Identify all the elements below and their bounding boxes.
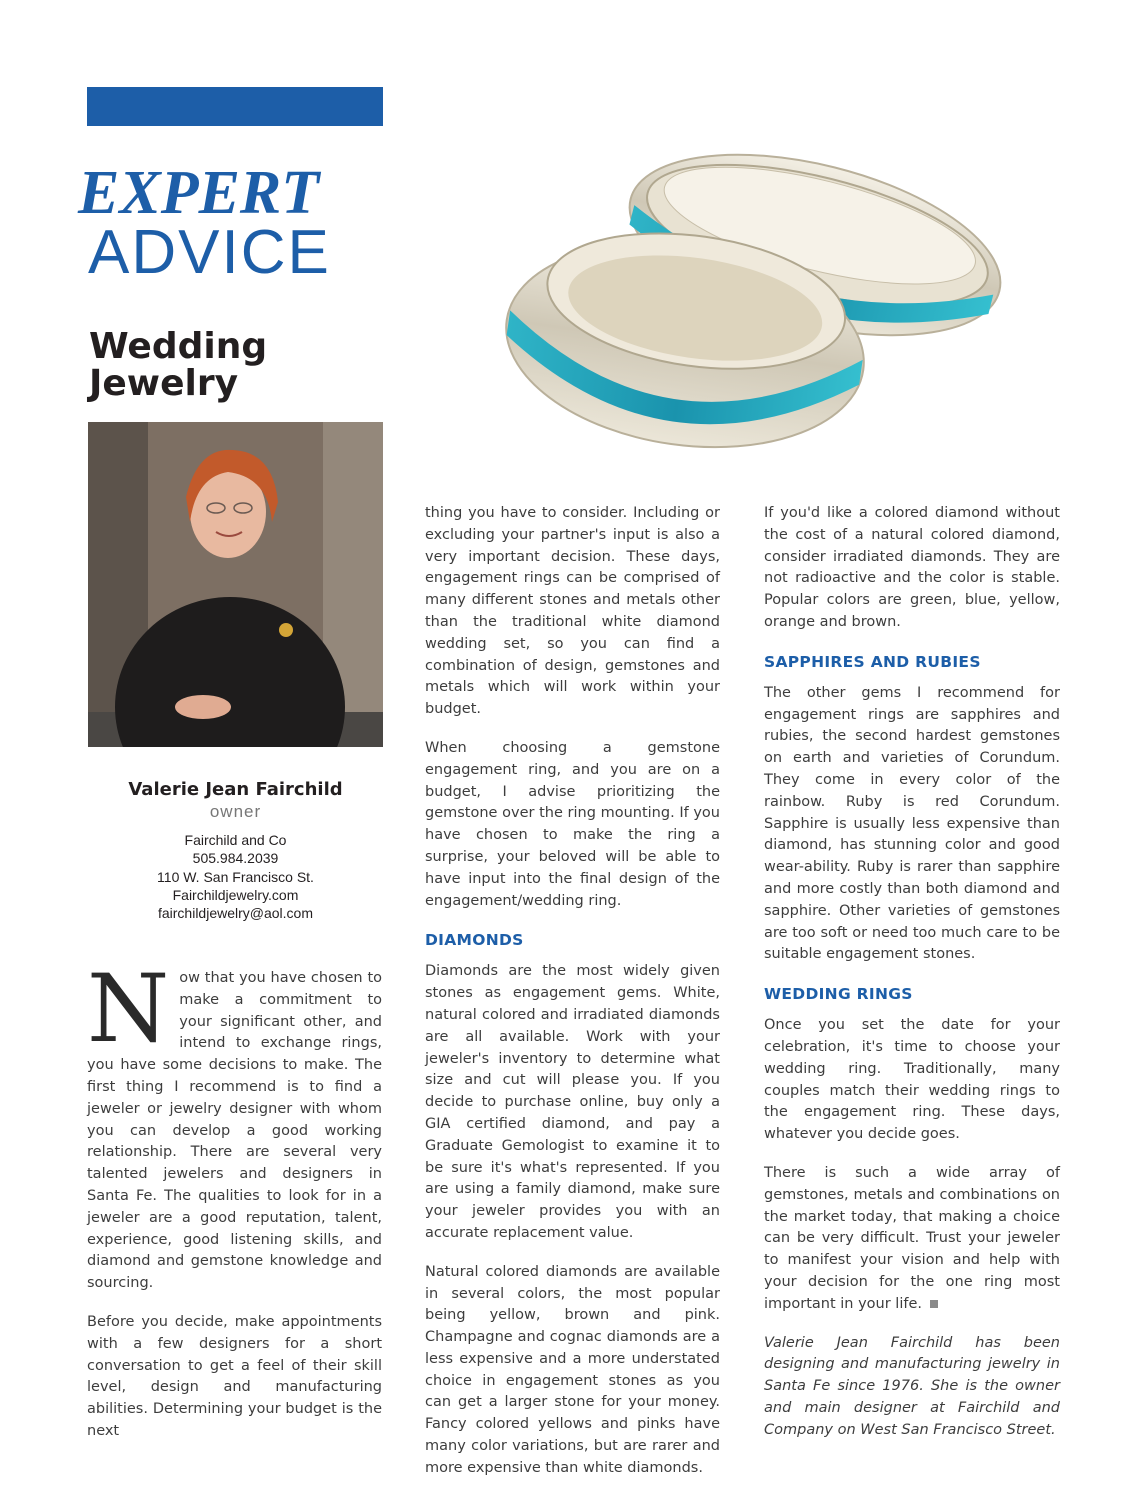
author-name: Valerie Jean Fairchild: [128, 779, 343, 800]
email-link[interactable]: fairchildjewelry@aol.com: [157, 905, 314, 922]
paragraph: Once you set the date for your celebration, it's time to choose your wedding ring. Traditionally, many couples match their wedding rings to the engagement ring. These days, whatever you decide goes.: [764, 1017, 1060, 1143]
author-role: owner: [209, 802, 262, 821]
article-column-3: [764, 503, 1060, 1458]
intro-paragraph: Now that you have chosen to make a commitment to your significant other, and intend to exchange rings, you have some decisions to make. The first thing I recommend is to find a jeweler or jewelry designer with whom you can develop a good working relationship. There are several very talented jewelers and designers in Santa Fe. The qualities to look for in a jeweler are a good reputation, talent, experience, good listening skills, and diamond and gemstone knowledge and sourcing.: [87, 955, 382, 1292]
phone-number: 505.984.2039: [192, 850, 279, 867]
street-address: 110 W. San Francisco St.: [157, 868, 314, 885]
business-name: Fairchild and Co: [184, 832, 287, 848]
website-link[interactable]: Fairchildjewelry.com: [172, 886, 299, 903]
heading-diamonds: DIAMONDS: [425, 931, 524, 950]
paragraph: thing you have to consider. Including or excluding your partner's input is also a very important decision. These days, engagement rings can be comprised of many different stones and metals other than the traditional white diamond wedding set, so you can find a combination of design, gemstones and metals which will work within your budget.: [425, 505, 720, 718]
contact-info: [88, 831, 383, 922]
portrait-photo: [88, 422, 383, 747]
paragraph: Diamonds are the most widely given stones as engagement gems. White, natural colored and irradiated diamonds are all available. Work with your jeweler's inventory to determine what size and cut will please you. If you decide to purchase online, buy only a GIA certified diamond, and pay a Graduate Gemologist to examine it to be sure it's what's represented. If you are using a family diamond, make sure your jeweler provides you with an accurate replacement value.: [425, 963, 720, 1241]
article-column-2: [425, 503, 720, 1497]
article-column-1: [87, 955, 382, 1460]
article-title: [89, 328, 379, 402]
drop-cap: N: [87, 955, 170, 1064]
article-title-line1: Wedding: [89, 326, 268, 367]
paragraph: The other gems I recommend for engagement rings are sapphires and rubies, the second hardest gemstones on earth and varieties of Corundum. They come in every color of the rainbow. Ruby is red Corundum. Sapphire is usually less expensive than diamond, has stunning color and good wear-ability. Ruby is rarer than sapphire and more costly than both diamond and sapphire. Other varieties of gemstones are too soft or need too much care to be suitable engagement stones.: [764, 684, 1060, 963]
paragraph-closing: There is such a wide array of gemstones, metals and combinations on the market today, that making a choice can be very difficult. Trust your jeweler to manifest your vision and help with your decision for the one ring most important in your life.: [764, 1164, 1060, 1312]
paragraph: When choosing a gemstone engagement ring, and you are on a budget, I advise prioritizing the gemstone over the ring mounting. If you have chosen to make the ring a surprise, your beloved will be able to have input into the final design of the engagement/wedding ring.: [425, 739, 720, 909]
paragraph: Natural colored diamonds are available in several colors, the most popular being yellow, brown and pink. Champagne and cognac diamonds are a less expensive and a more understated choice in engagement stones as you can get a larger stone for your money. Fancy colored yellows and pinks have many color variations, but are rarer and more expensive than white diamonds.: [425, 1263, 720, 1476]
turquoise-rings-image: [485, 85, 1020, 475]
header-accent-bar: [87, 87, 383, 126]
author-bio: Valerie Jean Fairchild has been designing and manufacturing jewelry in Santa Fe since 1976. She is the owner and main designer at Fairchild and Company on West San Francisco Street.: [764, 1334, 1060, 1438]
article-title-line2: Jewelry: [89, 363, 239, 404]
heading-sapphires-rubies: SAPPHIRES AND RUBIES: [764, 652, 981, 671]
heading-wedding-rings: WEDDING RINGS: [764, 985, 913, 1004]
paragraph: Before you decide, make appointments with a few designers for a short conversation to get a feel of their skill level, design and manufacturing abilities. Determining your budget is the next: [87, 1313, 382, 1439]
paragraph: If you'd like a colored diamond without the cost of a natural colored diamond, consider irradiated diamonds. They are not radioactive and the color is stable. Popular colors are green, blue, yellow, orange and brown.: [764, 505, 1060, 630]
section-title-expert: EXPERT: [78, 159, 320, 227]
section-title-advice: ADVICE: [88, 218, 331, 287]
end-mark-icon: [930, 1300, 938, 1308]
